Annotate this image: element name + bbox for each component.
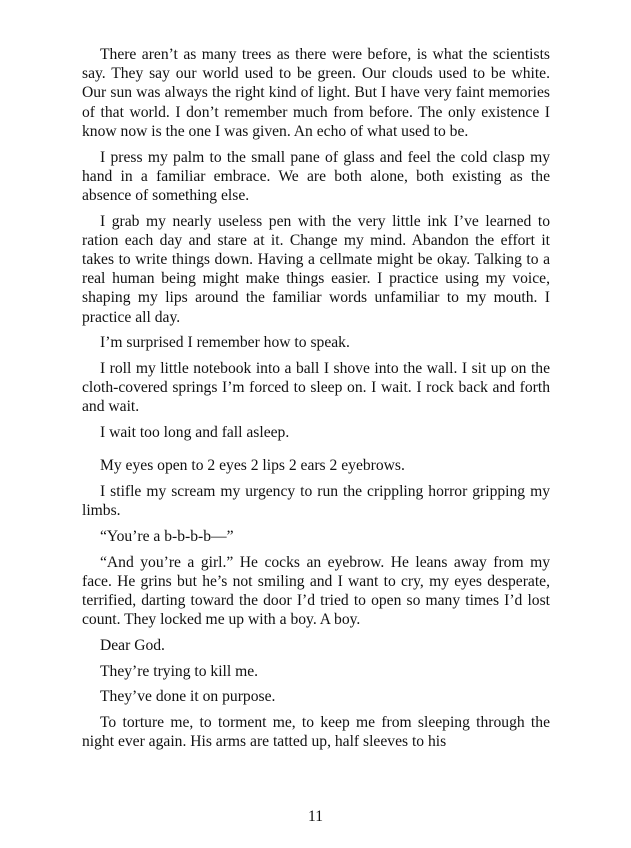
paragraph: There aren’t as many trees as there were before, is what the scientists say. They say our world used to be green. Our clouds used to be white. Our sun was always the right kind of light. But I have very faint memories of that world. I don’t remember much from before. The only existence I know now is the one I was given. An echo of what used to be. [82,46,550,140]
paragraph: To torture me, to torment me, to keep me from sleeping through the night ever again. His arms are tatted up, half sleeves to his [82,714,550,751]
paragraph: I’m surprised I remember how to speak. [100,334,350,352]
paragraph: “And you’re a girl.” He cocks an eyebrow. He leans away from my face. He grins but he’s not smiling and I want to cry, my eyes desperate, terrified, darting toward the door I’d tried to open so many times I’d lost count. They locked me up with a boy. A boy. [82,553,550,629]
paragraph: I stifle my scream my urgency to run the crippling horror gripping my limbs. [82,483,550,520]
paragraph: I press my palm to the small pane of glass and feel the cold clasp my hand in a familiar embrace. We are both alone, both existing as the absence of something else. [82,148,550,204]
dialogue-line: “You’re a b-b-b-b—” [100,527,234,545]
paragraph: I roll my little notebook into a ball I shove into the wall. I sit up on the cloth-covered springs I’m forced to sleep on. I wait. I rock back and forth and wait. [82,360,550,416]
paragraph: They’re trying to kill me. [100,662,259,680]
page-body [82,45,550,758]
paragraph: They’ve done it on purpose. [100,688,276,706]
paragraph: I wait too long and fall asleep. [100,424,290,442]
page-number: 11 [307,808,323,825]
paragraph: I grab my nearly useless pen with the very little ink I’ve learned to ration each day and stare at it. Change my mind. Abandon the effort it takes to write things down. Having a cellmate might be okay. Talking to a real human being might make things easier. I practice using my voice, shaping my lips around the familiar words unfamiliar to my mouth. I practice all day. [82,212,550,326]
paragraph: My eyes open to 2 eyes 2 lips 2 ears 2 eyebrows. [100,457,405,475]
paragraph: Dear God. [100,636,165,654]
